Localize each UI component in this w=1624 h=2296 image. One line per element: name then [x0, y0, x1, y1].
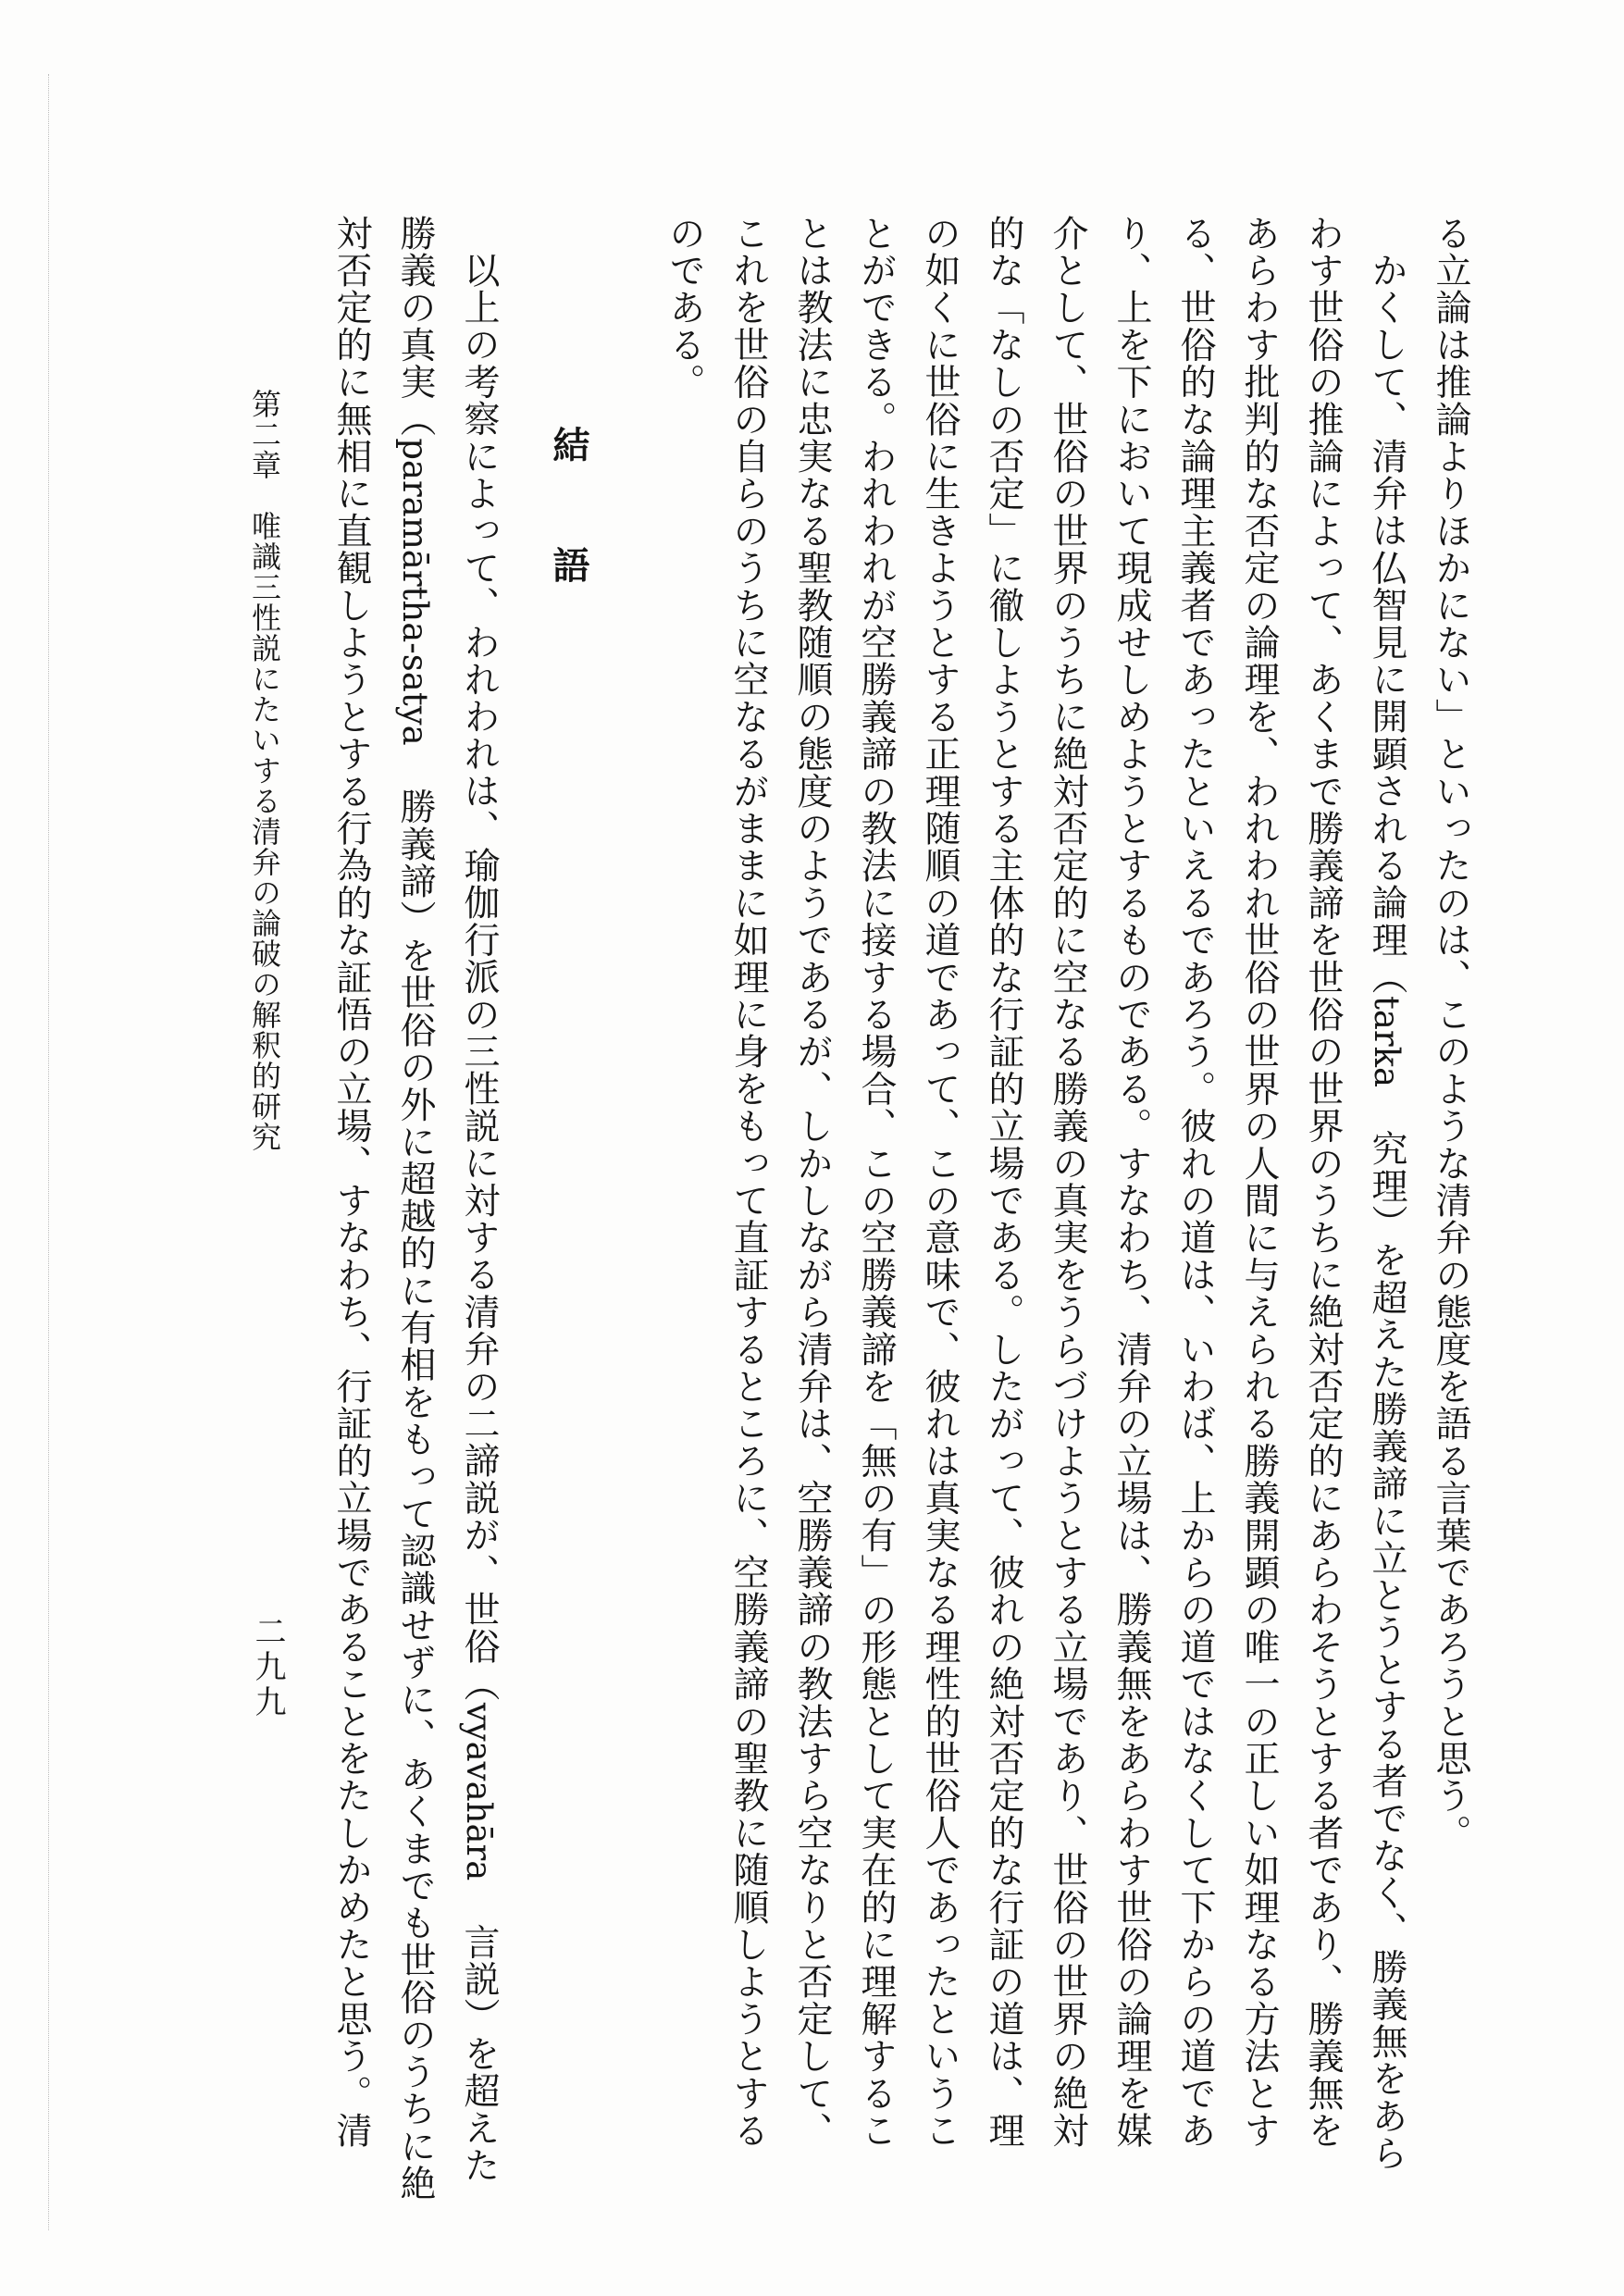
body-column-10: とができる。われわれが空勝義諦の教法に接する場合、この空勝義諦を「無の有」の形態として実在的に理解するこ — [855, 215, 897, 2150]
body-column-9: の如くに世俗に生きようとする正理随順の道であって、この意味で、彼れは真実なる理性的世俗人であったというこ — [919, 215, 961, 2150]
running-chapter-title: 第二章 唯識三性説にたいする清弁の論破の解釈的研究 — [247, 389, 282, 1152]
latin-term: vyavahāra — [459, 1702, 499, 1881]
body-column-13: のである。 — [663, 215, 705, 401]
section-heading: 結語 — [547, 426, 590, 666]
body-column-11: とは教法に忠実なる聖教随順の態度のようであるが、しかしながら清弁は、空勝義諦の教法すら空なりと否定して、 — [791, 215, 833, 2150]
body-column-1: る立論は推論よりほかにない」といったのは、このような清弁の態度を語る言葉であろうと思う。 — [1430, 215, 1471, 1852]
body-column-7: 介として、世俗の世界のうちに絶対否定的に空なる勝義の真実をうらづけようとする立場であり、世俗の世界の絶対 — [1047, 215, 1088, 2150]
conclusion-column-2: 勝義の真実（paramārtha-satya 勝義諦）を世俗の外に超越的に有相をもって認識せずに、あくまでも世俗のうちに絶 — [394, 215, 436, 2203]
body-column-3: わす世俗の推論によって、あくまで勝義諦を世俗の世界のうちに絶対否定的にあらわそうとする者であり、勝義無を — [1302, 215, 1344, 2150]
body-column-2: かくして、清弁は仏智見に開顕される論理（tarka 究理）を超えた勝義諦に立とうとする者でなく、勝義無をあら — [1366, 252, 1407, 2172]
body-column-12: これを世俗の自らのうちに空なるがままに如理に身をもって直証するところに、空勝義諦の聖教に随順しようとする — [727, 215, 769, 2150]
latin-term: paramārtha-satya — [395, 438, 435, 746]
body-column-8: 的な「なしの否定」に徹しようとする主体的な行証的立場である。したがって、彼れの絶対否定的な行証の道は、理 — [983, 215, 1024, 2150]
conclusion-column-3: 対否定的に無相に直観しようとする行為的な証悟の立場、すなわち、行証的立場であることをたしかめたと思う。清 — [330, 215, 372, 2150]
latin-term: tarka — [1367, 996, 1407, 1088]
binding-edge-line — [48, 74, 49, 2230]
body-column-4: あらわす批判的な否定の論理を、われわれ世俗の世界の人間に与えられる勝義開顕の唯一の正しい如理なる方法とす — [1238, 215, 1280, 2150]
body-column-6: り、上を下において現成せしめようとするものである。すなわち、清弁の立場は、勝義無をあらわす世俗の論理を媒 — [1110, 215, 1152, 2150]
conclusion-column-1: 以上の考察によって、われわれは、瑜伽行派の三性説に対する清弁の二諦説が、世俗（vyavahāra 言説）を超えた — [458, 252, 500, 2184]
page-number: 二九九 — [249, 1615, 286, 1720]
body-column-5: る、世俗的な論理主義者であったといえるであろう。彼れの道は、いわば、上からの道ではなくして下からの道であ — [1174, 215, 1216, 2150]
